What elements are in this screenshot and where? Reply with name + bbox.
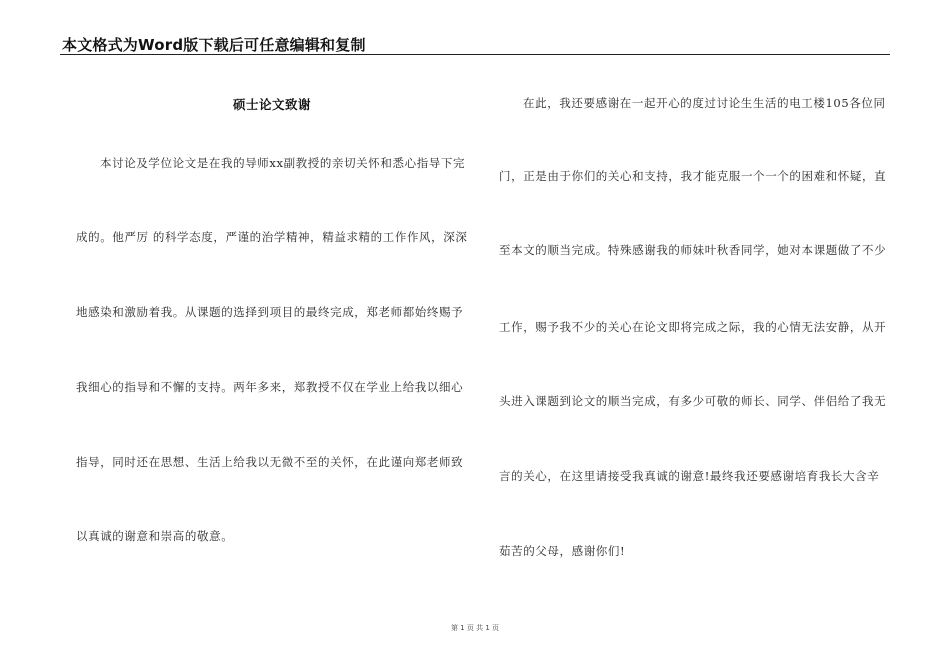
header-banner: 本文格式为Word版下载后可任意编辑和复制 <box>62 36 366 54</box>
paragraph-line: 言的关心，在这里请接受我真诚的谢意!最终我还要感谢培育我长大含辛 <box>499 469 880 483</box>
paragraph-line: 门，正是由于你们的关心和支持，我才能克服一个一个的困难和怀疑，直 <box>499 169 887 183</box>
paragraph-line: 头进入课题到论文的顺当完成，有多少可敬的师长、同学、伴侣给了我无 <box>499 394 887 408</box>
page-footer: 第 1 页 共 1 页 <box>450 624 500 632</box>
paragraph-line: 茹苦的父母，感谢你们! <box>499 544 626 558</box>
paragraph-line: 至本文的顺当完成。特殊感谢我的师妹叶秋香同学，她对本课题做了不少 <box>499 243 887 257</box>
paragraph-line: 本讨论及学位论文是在我的导师xx副教授的亲切关怀和悉心指导下完 <box>100 156 466 170</box>
paragraph-line: 地感染和激励着我。从课题的选择到项目的最终完成，郑老师都始终赐予 <box>76 305 464 319</box>
paragraph-line: 工作，赐予我不少的关心在论文即将完成之际，我的心情无法安静，从开 <box>499 320 887 334</box>
header-divider <box>60 54 890 55</box>
paragraph-line: 在此，我还要感谢在一起开心的度过讨论生生活的电工楼105各位同 <box>523 96 886 110</box>
paragraph-line: 我细心的指导和不懈的支持。两年多来，郑教授不仅在学业上给我以细心 <box>76 380 464 394</box>
document-title: 硕士论文致谢 <box>232 97 311 112</box>
paragraph-line: 成的。他严厉 的科学态度，严谨的治学精神，精益求精的工作作风，深深 <box>76 230 468 244</box>
paragraph-line: 指导，同时还在思想、生活上给我以无微不至的关怀，在此谨向郑老师致 <box>76 455 464 469</box>
paragraph-line: 以真诚的谢意和崇高的敬意。 <box>76 529 234 543</box>
